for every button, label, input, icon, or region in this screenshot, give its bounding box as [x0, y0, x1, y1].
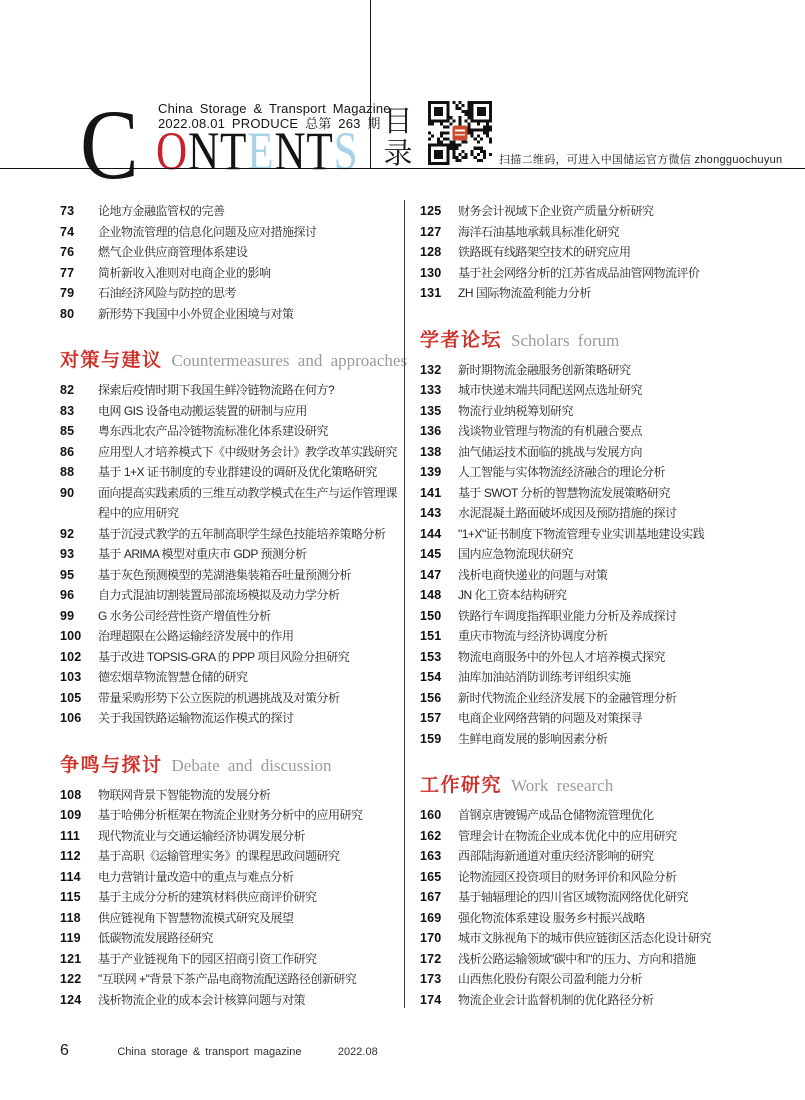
- toc-entry-page: 143: [420, 506, 442, 520]
- toc-entry: [60, 990, 398, 1011]
- toc-entry: [60, 483, 398, 524]
- section-title-en: Countermeasures and approaches: [171, 351, 408, 370]
- toc-entry: [60, 380, 398, 401]
- toc-entry-page: 118: [60, 910, 81, 925]
- toc-entry-title: 探索后疫情时期下我国生鲜冷链物流路在何方?: [98, 383, 335, 397]
- toc-entry: [60, 688, 398, 709]
- toc-entry-title: 基于 SWOT 分析的智慧物流发展策略研究: [458, 485, 670, 500]
- toc-entry-page: 156: [420, 690, 442, 705]
- toc-entry: [60, 785, 398, 806]
- header-rule: [0, 168, 805, 169]
- toc-entry-title: 德宏烟草物流智慧仓储的研究: [98, 670, 248, 684]
- toc-entry-title: 管理会计在物流企业成本优化中的应用研究: [458, 828, 677, 843]
- footer-issue: 2022.08: [337, 1046, 378, 1058]
- toc-entry-title: 强化物流体系建设 服务乡村振兴战略: [458, 910, 645, 925]
- toc-entry-title: 海洋石油基地承载具标准化研究: [458, 224, 620, 239]
- toc-entry-title: 浅析公路运输领域"碳中和"的压力、方向和措施: [458, 951, 696, 966]
- toc-entry-title: G 水务公司经营性资产增值性分析: [98, 608, 271, 623]
- section-title-en: Debate and discussion: [171, 755, 332, 775]
- section-heading: [420, 327, 773, 355]
- toc-entry-title: 西部陆海新通道对重庆经济影响的研究: [458, 849, 654, 863]
- toc-entry-page: 174: [420, 992, 442, 1007]
- toc-entry: [60, 647, 398, 668]
- toc-entry-page: 115: [60, 890, 81, 904]
- toc-entry-title: "互联网 +"背景下茶产品电商物流配送路径创新研究: [98, 972, 357, 986]
- toc-entry: [420, 242, 773, 263]
- toc-entry: [420, 483, 773, 504]
- toc-entry: [420, 606, 773, 627]
- toc-entry-page: 95: [60, 567, 75, 582]
- toc-entry-title: 国内应急物流现状研究: [458, 547, 574, 561]
- toc-entry-title: 物流企业会计监督机制的优化路径分析: [458, 992, 654, 1007]
- toc-label-char: 录: [383, 138, 413, 170]
- toc-entry: [420, 708, 773, 729]
- toc-entry: [420, 201, 773, 222]
- toc-entry: [420, 380, 773, 401]
- section-title-zh: 学者论坛: [420, 329, 503, 351]
- toc-entry: [60, 928, 398, 949]
- toc-entry-page: 77: [60, 265, 75, 280]
- logo-letter: N: [188, 121, 220, 181]
- toc-entry-title: 浅析电商快递业的问题与对策: [458, 567, 608, 582]
- toc-entry-title: 铁路既有线路架空技术的研究应用: [458, 245, 631, 259]
- toc-entry-page: 105: [60, 690, 82, 705]
- toc-entry-page: 124: [60, 992, 82, 1007]
- toc-entry-title: 物联网背景下智能物流的发展分析: [98, 787, 271, 802]
- toc-entry-title: 首钢京唐镀锡产成品仓储物流管理优化: [458, 808, 654, 822]
- toc-entry-title: JN 化工资本结构研究: [458, 588, 567, 602]
- logo-letter: N: [274, 121, 307, 181]
- toc-entry: [60, 524, 398, 545]
- toc-entry-page: 92: [60, 526, 75, 541]
- toc-entry: [420, 928, 773, 949]
- toc-entry-page: 167: [420, 890, 442, 904]
- toc-entry: [420, 544, 773, 565]
- toc-entry-page: 103: [60, 670, 82, 684]
- toc-entry-page: 112: [60, 849, 81, 863]
- toc-entry-page: 125: [420, 204, 442, 218]
- toc-entry: [420, 647, 773, 668]
- toc-entry-title: 基于社会网络分析的江苏省成品油管网物流评价: [458, 265, 700, 280]
- toc-entry-title: 电网 GIS 设备电动搬运装置的研制与应用: [98, 403, 307, 418]
- toc-entry: [60, 201, 398, 222]
- toc-entry-title: 燃气企业供应商管理体系建设: [98, 245, 248, 259]
- toc-entry-page: 154: [420, 670, 442, 684]
- toc-entry-page: 170: [420, 931, 442, 945]
- toc-entry-page: 108: [60, 787, 82, 802]
- toc-entry-title: 治理超限在公路运输经济发展中的作用: [98, 629, 294, 643]
- toc-entry-page: 169: [420, 910, 442, 925]
- toc-entry-title: 基于产业链视角下的园区招商引资工作研究: [98, 951, 317, 966]
- toc-entry-title: 水泥混凝土路面破坏成因及预防措施的探讨: [458, 506, 677, 520]
- toc-entry-title: 新时期物流金融服务创新策略研究: [458, 362, 631, 377]
- toc-entry: [60, 442, 398, 463]
- toc-entry: [60, 421, 398, 442]
- qr-code-icon: [428, 101, 492, 165]
- toc-entry: [60, 708, 398, 729]
- logo-letter: T: [306, 121, 334, 181]
- toc-column-right: [420, 201, 773, 1010]
- toc-entry-page: 88: [60, 465, 75, 479]
- toc-entry: [60, 283, 398, 304]
- toc-entry-title: 新形势下我国中小外贸企业困境与对策: [98, 306, 294, 321]
- toc-entry-title: 新时代物流企业经济发展下的金融管理分析: [458, 690, 677, 705]
- toc-entry: [420, 462, 773, 483]
- toc-entry-title: 铁路行车调度指挥职业能力分析及养成探讨: [458, 608, 677, 623]
- toc-entry-page: 93: [60, 547, 75, 561]
- toc-entry: [420, 688, 773, 709]
- toc-entry-page: 114: [60, 869, 81, 884]
- section-title-zh: 争鸣与探讨: [60, 754, 163, 776]
- toc-entry-title: 低碳物流发展路径研究: [98, 931, 214, 945]
- toc-entry: [420, 222, 773, 243]
- toc-entry: [420, 626, 773, 647]
- toc-entry-page: 76: [60, 245, 75, 259]
- qr-caption: 扫描二维码，可进入中国储运官方微信 zhongguochuyun: [499, 154, 783, 166]
- toc-entry-title: 油库加油站消防训练考评组织实施: [458, 670, 631, 684]
- toc-entry-page: 130: [420, 265, 442, 280]
- toc-entry: [420, 421, 773, 442]
- toc-entry: [420, 263, 773, 284]
- toc-entry: [420, 846, 773, 867]
- toc-entry: [60, 242, 398, 263]
- column-divider: [404, 200, 405, 1008]
- toc-entry-title: 电力营销计量改造中的重点与难点分析: [98, 869, 294, 884]
- toc-entry: [420, 585, 773, 606]
- toc-entry-title: 基于 ARIMA 模型对重庆市 GDP 预测分析: [98, 547, 307, 561]
- toc-entry-page: 138: [420, 444, 442, 459]
- logo-letter: S: [333, 121, 359, 181]
- toc-entry-page: 135: [420, 403, 442, 418]
- toc-entry-title: 应用型人才培养模式下《中级财务会计》教学改革实践研究: [98, 444, 398, 459]
- toc-entry-page: 121: [60, 951, 82, 966]
- section-heading: [60, 347, 408, 375]
- toc-entry-page: 150: [420, 608, 442, 623]
- toc-entry-page: 73: [60, 204, 75, 218]
- toc-entry: [420, 360, 773, 381]
- toc-entry-page: 82: [60, 383, 75, 397]
- toc-entry-page: 74: [60, 224, 75, 239]
- toc-entry-title: 带量采购形势下公立医院的机遇挑战及对策分析: [98, 690, 340, 705]
- toc-entry-page: 85: [60, 424, 75, 438]
- toc-entry: [60, 846, 398, 867]
- section-title-en: Scholars forum: [511, 330, 620, 350]
- toc-entry-page: 80: [60, 306, 75, 321]
- toc-entry-title: 粤东西北农产品冷链物流标准化体系建设研究: [98, 424, 329, 438]
- toc-entry-title: 城市快递末端共同配送网点选址研究: [458, 383, 643, 397]
- toc-entry-title: 企业物流管理的信息化问题及应对措施探讨: [98, 224, 317, 239]
- logo-letter: T: [220, 121, 248, 181]
- toc-entry-title: 基于轴辐理论的四川省区域物流网络优化研究: [458, 890, 689, 904]
- toc-entry-page: 90: [60, 485, 75, 500]
- toc-entry-page: 128: [420, 245, 442, 259]
- toc-entry: [420, 969, 773, 990]
- toc-entry-title: 基于改进 TOPSIS-GRA 的 PPP 项目风险分担研究: [98, 649, 350, 664]
- toc-entry: [60, 304, 398, 325]
- toc-entry: [60, 606, 398, 627]
- toc-entry-page: 147: [420, 567, 442, 582]
- toc-entry-title: 基于主成分分析的建筑材料供应商评价研究: [98, 890, 317, 904]
- toc-entry-title: 基于 1+X 证书制度的专业群建设的调研及优化策略研究: [98, 465, 377, 479]
- toc-entry: [420, 805, 773, 826]
- toc-entry: [60, 826, 398, 847]
- toc-entry: [420, 524, 773, 545]
- toc-entry-title: 人工智能与实体物流经济融合的理论分析: [458, 465, 666, 479]
- toc-label-char: 目: [383, 106, 413, 138]
- logo-letter: E: [247, 121, 275, 181]
- toc-entry-page: 132: [420, 362, 442, 377]
- toc-entry: [420, 442, 773, 463]
- toc-entry-title: 浅谈物业管理与物流的有机融合要点: [458, 424, 643, 438]
- toc-entry-page: 106: [60, 711, 82, 725]
- toc-column-left: [60, 201, 408, 1010]
- toc-entry-title: 关于我国铁路运输物流运作模式的探讨: [98, 711, 294, 725]
- toc-entry-page: 141: [420, 485, 442, 500]
- section-title-zh: 对策与建议: [60, 350, 163, 371]
- toc-entry: [60, 667, 398, 688]
- toc-entry: [60, 867, 398, 888]
- toc-entry-page: 157: [420, 711, 442, 725]
- toc-entry-page: 109: [60, 808, 82, 822]
- toc-entry-page: 122: [60, 972, 82, 986]
- toc-entry-title: 城市文脉视角下的城市供应链街区活态化设计研究: [458, 931, 712, 945]
- toc-entry-title: "1+X"证书制度下物流管理专业实训基地建设实践: [458, 526, 705, 541]
- toc-entry-title: 现代物流业与交通运输经济协调发展分析: [98, 828, 306, 843]
- toc-entry: [420, 949, 773, 970]
- toc-entry-page: 119: [60, 931, 81, 945]
- toc-entry-page: 159: [420, 731, 442, 746]
- toc-entry-title: 基于沉浸式教学的五年制高职学生绿色技能培养策略分析: [98, 526, 386, 541]
- toc-entry-title: 论物流园区投资项目的财务评价和风险分析: [458, 869, 677, 884]
- toc-entry-page: 99: [60, 608, 75, 623]
- toc-entry: [60, 585, 398, 606]
- toc-entry: [420, 565, 773, 586]
- toc-entry-page: 133: [420, 383, 442, 397]
- toc-entry: [420, 729, 773, 750]
- toc-entry-title: 供应链视角下智慧物流模式研究及展望: [98, 910, 294, 925]
- toc-entry-title: 物流行业纳税筹划研究: [458, 403, 574, 418]
- toc-entry-page: 83: [60, 403, 75, 418]
- toc-entry-page: 111: [60, 828, 81, 843]
- toc-entry: [60, 949, 398, 970]
- toc-entry-page: 96: [60, 588, 75, 602]
- toc-entry: [60, 969, 398, 990]
- toc-entry-title: 山西焦化股份有限公司盈利能力分析: [458, 972, 643, 986]
- toc-entry: [60, 626, 398, 647]
- toc-entry: [60, 565, 398, 586]
- footer-magazine-name: China storage & transport magazine: [117, 1046, 302, 1058]
- toc-entry-title: 生鲜电商发展的影响因素分析: [458, 731, 608, 746]
- toc-entry: [60, 462, 398, 483]
- toc-entry-page: 86: [60, 444, 75, 459]
- toc-entry-page: 127: [420, 224, 442, 239]
- toc-entry: [60, 401, 398, 422]
- toc-entry: [60, 805, 398, 826]
- toc-entry-page: 145: [420, 547, 442, 561]
- toc-entry-page: 148: [420, 588, 442, 602]
- toc-entry-page: 153: [420, 649, 442, 664]
- toc-entry-title: 面向提高实践素质的三维互动教学模式在生产与运作管理课程中的应用研究: [98, 485, 398, 520]
- toc-entry-page: 172: [420, 951, 442, 966]
- toc-entry-title: 简析新收入准则对电商企业的影响: [98, 265, 271, 280]
- toc-entry-title: 自力式混油切割装置局部流场模拟及动力学分析: [98, 588, 340, 602]
- toc-entry: [60, 263, 398, 284]
- section-title-en: Work research: [511, 776, 614, 795]
- toc-entry-page: 163: [420, 849, 442, 863]
- toc-entry-title: 电商企业网络营销的问题及对策探寻: [458, 711, 643, 725]
- toc-entry-page: 160: [420, 808, 442, 822]
- toc-entry-page: 131: [420, 286, 442, 300]
- toc-entry: [420, 667, 773, 688]
- toc-entry-page: 144: [420, 526, 442, 541]
- toc-entry: [60, 222, 398, 243]
- toc-entry-page: 102: [60, 649, 82, 664]
- magazine-title-line: China Storage & Transport Magazine: [158, 101, 391, 116]
- header-vertical-divider: [370, 0, 371, 169]
- toc-entry-page: 139: [420, 465, 442, 479]
- footer-page-number: 6: [60, 1042, 69, 1059]
- toc-entry-title: 石油经济风险与防控的思考: [98, 286, 237, 300]
- toc-entry-title: 物流电商服务中的外包人才培养模式探究: [458, 649, 666, 664]
- toc-entry-title: ZH 国际物流盈利能力分析: [458, 286, 591, 300]
- toc-entry-title: 基于高职《运输管理实务》的课程思政问题研究: [98, 849, 340, 863]
- page-footer: [60, 1042, 378, 1060]
- toc-entry: [60, 544, 398, 565]
- toc-entry-page: 100: [60, 629, 82, 643]
- toc-entry-page: 173: [420, 972, 442, 986]
- toc-entry: [420, 908, 773, 929]
- toc-entry: [60, 908, 398, 929]
- section-heading: [60, 752, 398, 780]
- toc-entry: [420, 826, 773, 847]
- toc-entry: [420, 503, 773, 524]
- logo-letter: O: [156, 121, 188, 181]
- toc-entry-title: 浅析物流企业的成本会计核算问题与对策: [98, 992, 306, 1007]
- toc-entry-title: 基于灰色预测模型的芜湖港集装箱吞吐量预测分析: [98, 567, 352, 582]
- toc-entry-page: 165: [420, 869, 442, 884]
- toc-entry-page: 136: [420, 424, 442, 438]
- toc-entry-title: 论地方金融监管权的完善: [98, 204, 225, 218]
- toc-entry-title: 财务会计视域下企业资产质量分析研究: [458, 204, 654, 218]
- toc-entry: [420, 867, 773, 888]
- toc-entry: [60, 887, 398, 908]
- toc-entry: [420, 283, 773, 304]
- magazine-issue-line: 2022.08.01 PRODUCE 总第 263 期: [158, 116, 381, 131]
- toc-entry: [420, 990, 773, 1011]
- toc-entry-page: 162: [420, 828, 442, 843]
- section-title-zh: 工作研究: [420, 775, 503, 796]
- toc-entry-page: 79: [60, 286, 75, 300]
- section-heading: [420, 772, 773, 800]
- toc-entry: [420, 887, 773, 908]
- logo-letter-c: C: [80, 89, 139, 200]
- toc-entry-title: 重庆市物流与经济协调度分析: [458, 629, 608, 643]
- toc-entry-page: 151: [420, 629, 442, 643]
- toc-entry-title: 基于哈佛分析框架在物流企业财务分析中的应用研究: [98, 808, 363, 822]
- toc-entry: [420, 401, 773, 422]
- toc-label: [379, 106, 417, 170]
- toc-entry-title: 油气储运技术面临的挑战与发展方向: [458, 444, 643, 459]
